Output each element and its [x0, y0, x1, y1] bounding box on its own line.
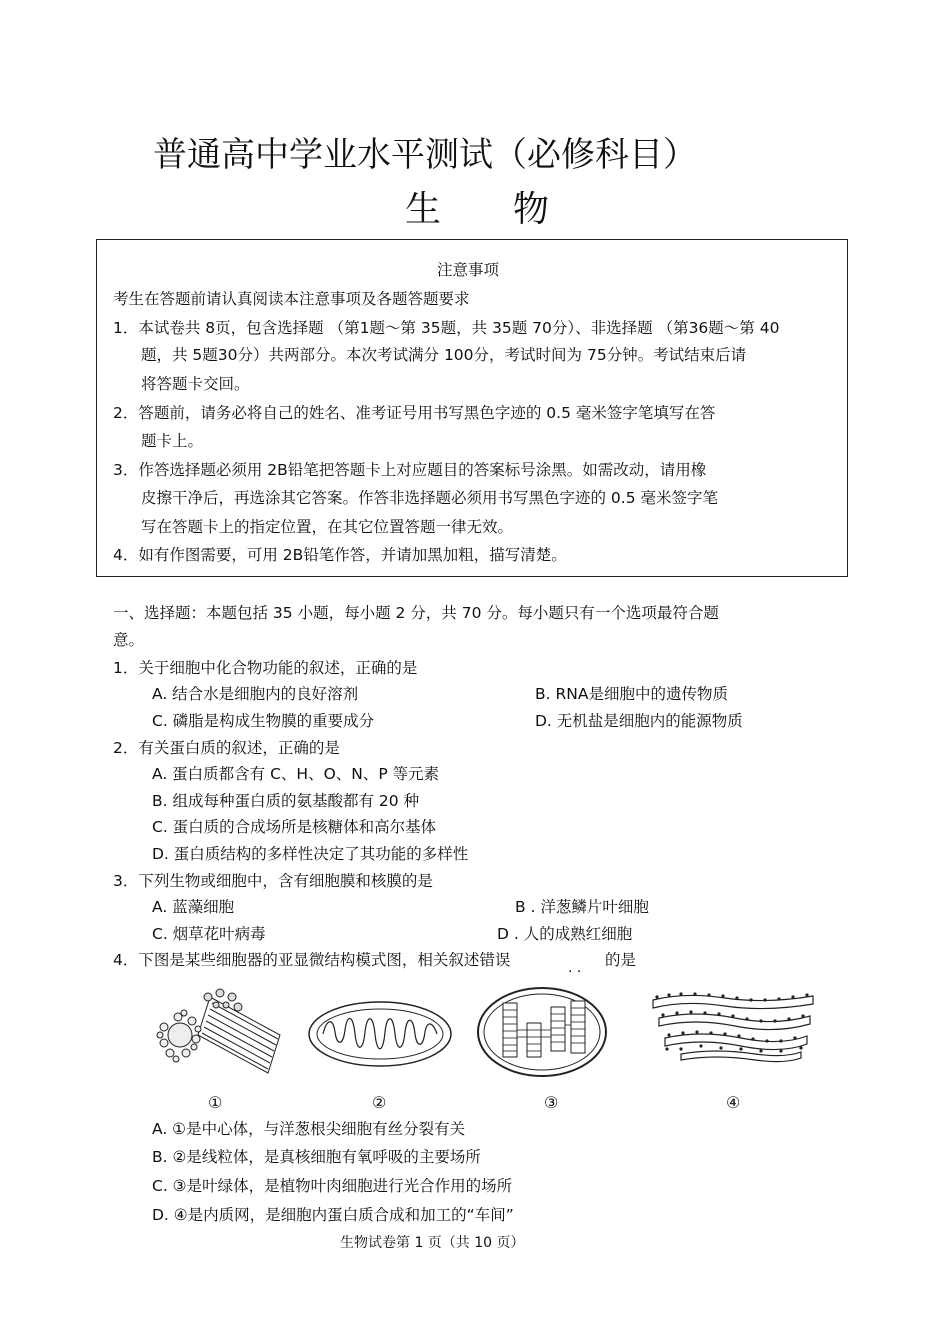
option-d: D. 无机盐是细胞内的能源物质 [535, 712, 743, 730]
notice-intro: 考生在答题前请认真阅读本注意事项及各题答题要求 [113, 290, 470, 308]
option-d: D. 蛋白质结构的多样性决定了其功能的多样性 [152, 845, 469, 863]
option-a: A. 结合水是细胞内的良好溶剂 [152, 685, 359, 703]
option-b: B . 洋葱鳞片叶细胞 [515, 898, 649, 916]
option-c: C. 磷脂是构成生物膜的重要成分 [152, 712, 375, 730]
notice-line: 将答题卡交回。 [141, 375, 250, 393]
question-stem: 3．下列生物或细胞中，含有细胞膜和核膜的是 [113, 872, 433, 890]
page-footer: 生物试卷第 1 页（共 10 页） [340, 1235, 525, 1251]
figure-label-2: ② [372, 1093, 387, 1112]
notice-line: 题，共 5题30分）共两部分。本次考试满分 100分，考试时间为 75分钟。考试结束后请 [141, 346, 747, 364]
figure-label-4: ④ [726, 1093, 741, 1112]
subject-title: 生 物 [405, 189, 550, 230]
option-a: A. 蓝藻细胞 [152, 898, 235, 916]
endoplasmic-reticulum-figure [645, 988, 820, 1068]
notice-line: 题卡上。 [141, 432, 204, 450]
question-stem: 4．下图是某些细胞器的亚显微结构模式图，相关叙述错误 [113, 951, 511, 969]
notice-heading: 注意事项 [437, 261, 500, 279]
question-stem: 1．关于细胞中化合物功能的叙述，正确的是 [113, 659, 418, 677]
mitochondrion-figure [305, 998, 455, 1070]
option-c: C. ③是叶绿体，是植物叶肉细胞进行光合作用的场所 [152, 1177, 513, 1195]
option-b: B. RNA是细胞中的遗传物质 [535, 685, 728, 703]
section-header-cont: 意。 [113, 631, 145, 649]
question-stem: 2．有关蛋白质的叙述，正确的是 [113, 739, 340, 757]
section-header: 一、选择题：本题包括 35 小题，每小题 2 分，共 70 分。每小题只有一个选项最符合题 [113, 604, 719, 622]
option-d: D . 人的成熟红细胞 [497, 925, 633, 943]
notice-line: 3．作答选择题必须用 2B铅笔把答题卡上对应题目的答案标号涂黑。如需改动，请用橡 [113, 461, 707, 479]
option-a: A. ①是中心体，与洋葱根尖细胞有丝分裂有关 [152, 1120, 466, 1138]
notice-line: 写在答题卡上的指定位置，在其它位置答题一律无效。 [141, 518, 514, 536]
centriole-figure [150, 985, 290, 1080]
chloroplast-figure [475, 985, 610, 1080]
question-stem-end: 的是 [605, 951, 637, 969]
option-c: C. 烟草花叶病毒 [152, 925, 266, 943]
figure-label-1: ① [208, 1093, 223, 1112]
notice-line: 2．答题前，请务必将自己的姓名、准考证号用书写黑色字迹的 0.5 毫米签字笔填写在答 [113, 404, 716, 422]
exam-title: 普通高中学业水平测试（必修科目） [153, 135, 697, 175]
emphasis-dots: . . [568, 960, 582, 976]
figure-label-3: ③ [544, 1093, 559, 1112]
notice-line: 皮擦干净后，再选涂其它答案。作答非选择题必须用书写黑色字迹的 0.5 毫米签字笔 [141, 489, 719, 507]
notice-line: 4．如有作图需要，可用 2B铅笔作答，并请加黑加粗，描写清楚。 [113, 546, 567, 564]
option-a: A. 蛋白质都含有 C、H、O、N、P 等元素 [152, 765, 440, 783]
option-c: C. 蛋白质的合成场所是核糖体和高尔基体 [152, 818, 437, 836]
notice-line: 1．本试卷共 8页，包含选择题 （第1题～第 35题，共 35题 70分）、非选择题 （第36题～第 40 [113, 319, 780, 337]
option-b: B. ②是线粒体，是真核细胞有氧呼吸的主要场所 [152, 1148, 481, 1166]
option-d: D. ④是内质网，是细胞内蛋白质合成和加工的“车间” [152, 1206, 514, 1224]
option-b: B. 组成每种蛋白质的氨基酸都有 20 种 [152, 792, 420, 810]
